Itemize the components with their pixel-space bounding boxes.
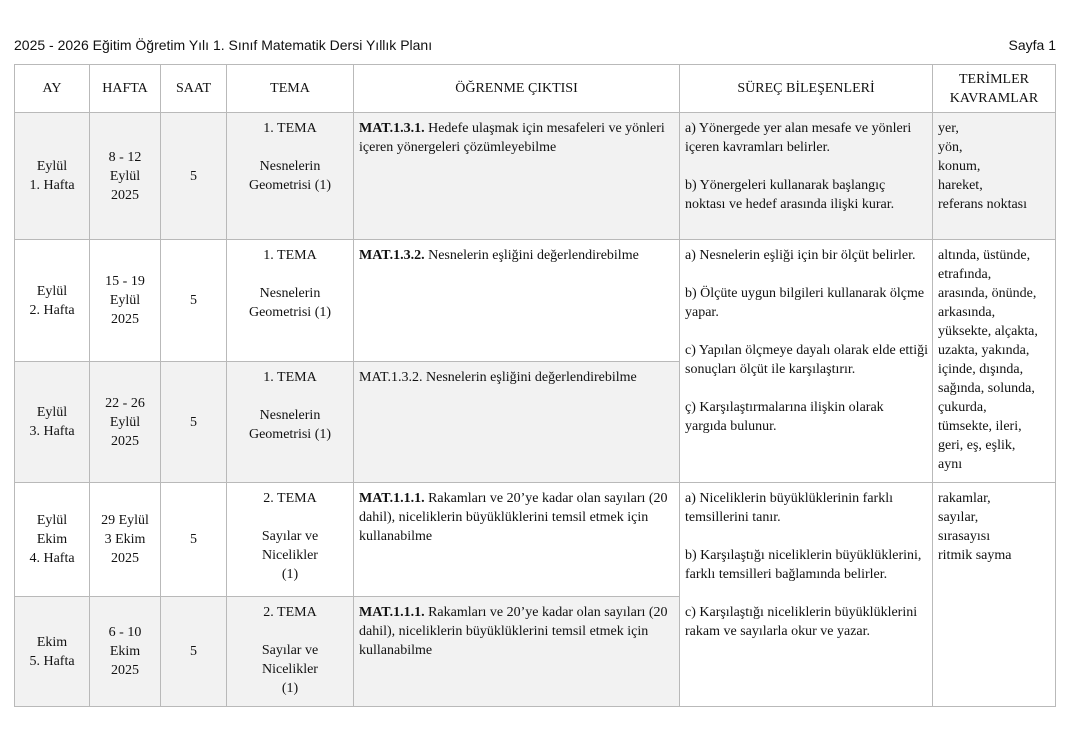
term: sırasayısı xyxy=(938,529,991,544)
term: sağında, solunda, xyxy=(938,381,1035,396)
outcome-code: MAT.1.3.2. xyxy=(359,248,425,263)
theme-name: Sayılar ve Nicelikler (1) xyxy=(261,529,319,582)
process-item: c) Karşılaştığı niceliklerin büyüklüklerini rakam ve sayılarla okur ve yazar. xyxy=(685,605,918,639)
process-item: b) Ölçüte uygun bilgileri kullanarak ölçme yapar. xyxy=(685,286,925,320)
document-title: 2025 - 2026 Eğitim Öğretim Yılı 1. Sınıf Matematik Dersi Yıllık Planı xyxy=(14,37,433,53)
theme-number: 1. TEMA xyxy=(263,370,317,385)
learning-outcome-cell xyxy=(354,362,680,483)
header-row xyxy=(15,65,1056,113)
week-dates-cell: 8 - 12 Eylül 2025 xyxy=(90,113,161,240)
table-row xyxy=(15,483,1056,597)
theme-name: Nesnelerin Geometrisi (1) xyxy=(248,159,332,193)
learning-outcome-cell xyxy=(354,113,680,240)
week-dates-cell: 29 Eylül 3 Ekim 2025 xyxy=(90,483,161,597)
term: arkasında, xyxy=(938,305,996,320)
theme-cell xyxy=(227,483,354,597)
outcome-code: MAT.1.3.1. xyxy=(359,121,425,136)
process-item: b) Karşılaştığı niceliklerin büyüklüklerini, farklı temsilleri bağlamında belirler. xyxy=(685,548,922,582)
term: arasında, önünde, xyxy=(938,286,1037,301)
table-row xyxy=(15,113,1056,240)
term: etrafında, xyxy=(938,267,992,282)
header-saat: SAAT xyxy=(161,65,227,113)
term: yer, xyxy=(938,121,959,136)
terms-cell xyxy=(933,113,1056,240)
process-components-cell xyxy=(680,483,933,707)
term: konum, xyxy=(938,159,981,174)
term: ritmik sayma xyxy=(938,548,1012,563)
hours-cell: 5 xyxy=(161,113,227,240)
terms-cell xyxy=(933,483,1056,707)
theme-number: 2. TEMA xyxy=(263,605,317,620)
term: rakamlar, xyxy=(938,491,991,506)
theme-cell xyxy=(227,240,354,362)
theme-cell xyxy=(227,362,354,483)
month-cell: Eylül Ekim 4. Hafta xyxy=(15,483,90,597)
outcome-code: MAT.1.1.1. xyxy=(359,491,425,506)
table-row xyxy=(15,240,1056,362)
outcome-text: Rakamları ve 20’ye kadar olan sayıları (20 dahil), niceliklerin büyüklüklerini temsil etmek için kullanabilme xyxy=(359,605,668,658)
header-ogrenme-ciktisi: ÖĞRENME ÇIKTISI xyxy=(354,65,680,113)
outcome-code: MAT.1.1.1. xyxy=(359,605,425,620)
term: altında, üstünde, xyxy=(938,248,1031,263)
term: yüksekte, alçakta, xyxy=(938,324,1038,339)
page-number: Sayfa 1 xyxy=(1008,37,1056,53)
theme-name: Nesnelerin Geometrisi (1) xyxy=(248,408,332,442)
theme-name: Nesnelerin Geometrisi (1) xyxy=(248,286,332,320)
hours-cell: 5 xyxy=(161,597,227,707)
term: uzakta, yakında, xyxy=(938,343,1030,358)
term: hareket, xyxy=(938,178,983,193)
term: çukurda, xyxy=(938,400,987,415)
process-item: a) Yönergede yer alan mesafe ve yönleri içeren kavramları belirler. xyxy=(685,121,912,155)
learning-outcome-cell xyxy=(354,483,680,597)
process-item: a) Nesnelerin eşliği için bir ölçüt belirler. xyxy=(685,248,916,263)
term: içinde, dışında, xyxy=(938,362,1024,377)
theme-number: 2. TEMA xyxy=(263,491,317,506)
term: yön, xyxy=(938,140,963,155)
process-components-cell xyxy=(680,113,933,240)
header-tema: TEMA xyxy=(227,65,354,113)
header-surec-bilesenleri: SÜREÇ BİLEŞENLERİ xyxy=(680,65,933,113)
theme-cell xyxy=(227,113,354,240)
process-components-cell xyxy=(680,240,933,483)
header-ay: AY xyxy=(15,65,90,113)
process-item: c) Yapılan ölçmeye dayalı olarak elde ettiği sonuçları ölçüt ile karşılaştırır. xyxy=(685,343,928,377)
hours-cell: 5 xyxy=(161,240,227,362)
header-hafta: HAFTA xyxy=(90,65,161,113)
outcome-text: Rakamları ve 20’ye kadar olan sayıları (20 dahil), niceliklerin büyüklüklerini temsil etmek için kullanabilme xyxy=(359,491,668,544)
term: referans noktası xyxy=(938,197,1028,212)
hours-cell: 5 xyxy=(161,483,227,597)
process-item: a) Niceliklerin büyüklüklerinin farklı temsillerini tanır. xyxy=(685,491,893,525)
term: aynı xyxy=(938,457,963,472)
week-dates-cell: 15 - 19 Eylül 2025 xyxy=(90,240,161,362)
theme-cell xyxy=(227,597,354,707)
week-dates-cell: 22 - 26 Eylül 2025 xyxy=(90,362,161,483)
month-cell: Eylül 1. Hafta xyxy=(15,113,90,240)
outcome-text: MAT.1.3.2. Nesnelerin eşliğini değerlendirebilme xyxy=(359,370,637,385)
term: tümsekte, ileri, xyxy=(938,419,1022,434)
week-dates-cell: 6 - 10 Ekim 2025 xyxy=(90,597,161,707)
terms-cell xyxy=(933,240,1056,483)
document-header xyxy=(14,37,1056,57)
process-item: b) Yönergeleri kullanarak başlangıç noktası ve hedef arasında ilişki kurar. xyxy=(685,178,895,212)
theme-number: 1. TEMA xyxy=(263,248,317,263)
outcome-text: Hedefe ulaşmak için mesafeleri ve yönleri içeren yönergeleri çözümleyebilme xyxy=(359,121,665,155)
term: geri, eş, eşlik, xyxy=(938,438,1016,453)
hours-cell: 5 xyxy=(161,362,227,483)
process-item: ç) Karşılaştırmalarına ilişkin olarak yargıda bulunur. xyxy=(685,400,884,434)
outcome-text: Nesnelerin eşliğini değerlendirebilme xyxy=(424,248,639,263)
month-cell: Ekim 5. Hafta xyxy=(15,597,90,707)
yearly-plan-table xyxy=(14,64,1056,707)
month-cell: Eylül 3. Hafta xyxy=(15,362,90,483)
month-cell: Eylül 2. Hafta xyxy=(15,240,90,362)
learning-outcome-cell xyxy=(354,240,680,362)
learning-outcome-cell xyxy=(354,597,680,707)
header-terimler-kavramlar: TERİMLER KAVRAMLAR xyxy=(933,65,1056,113)
theme-number: 1. TEMA xyxy=(263,121,317,136)
theme-name: Sayılar ve Nicelikler (1) xyxy=(261,643,319,696)
term: sayılar, xyxy=(938,510,979,525)
